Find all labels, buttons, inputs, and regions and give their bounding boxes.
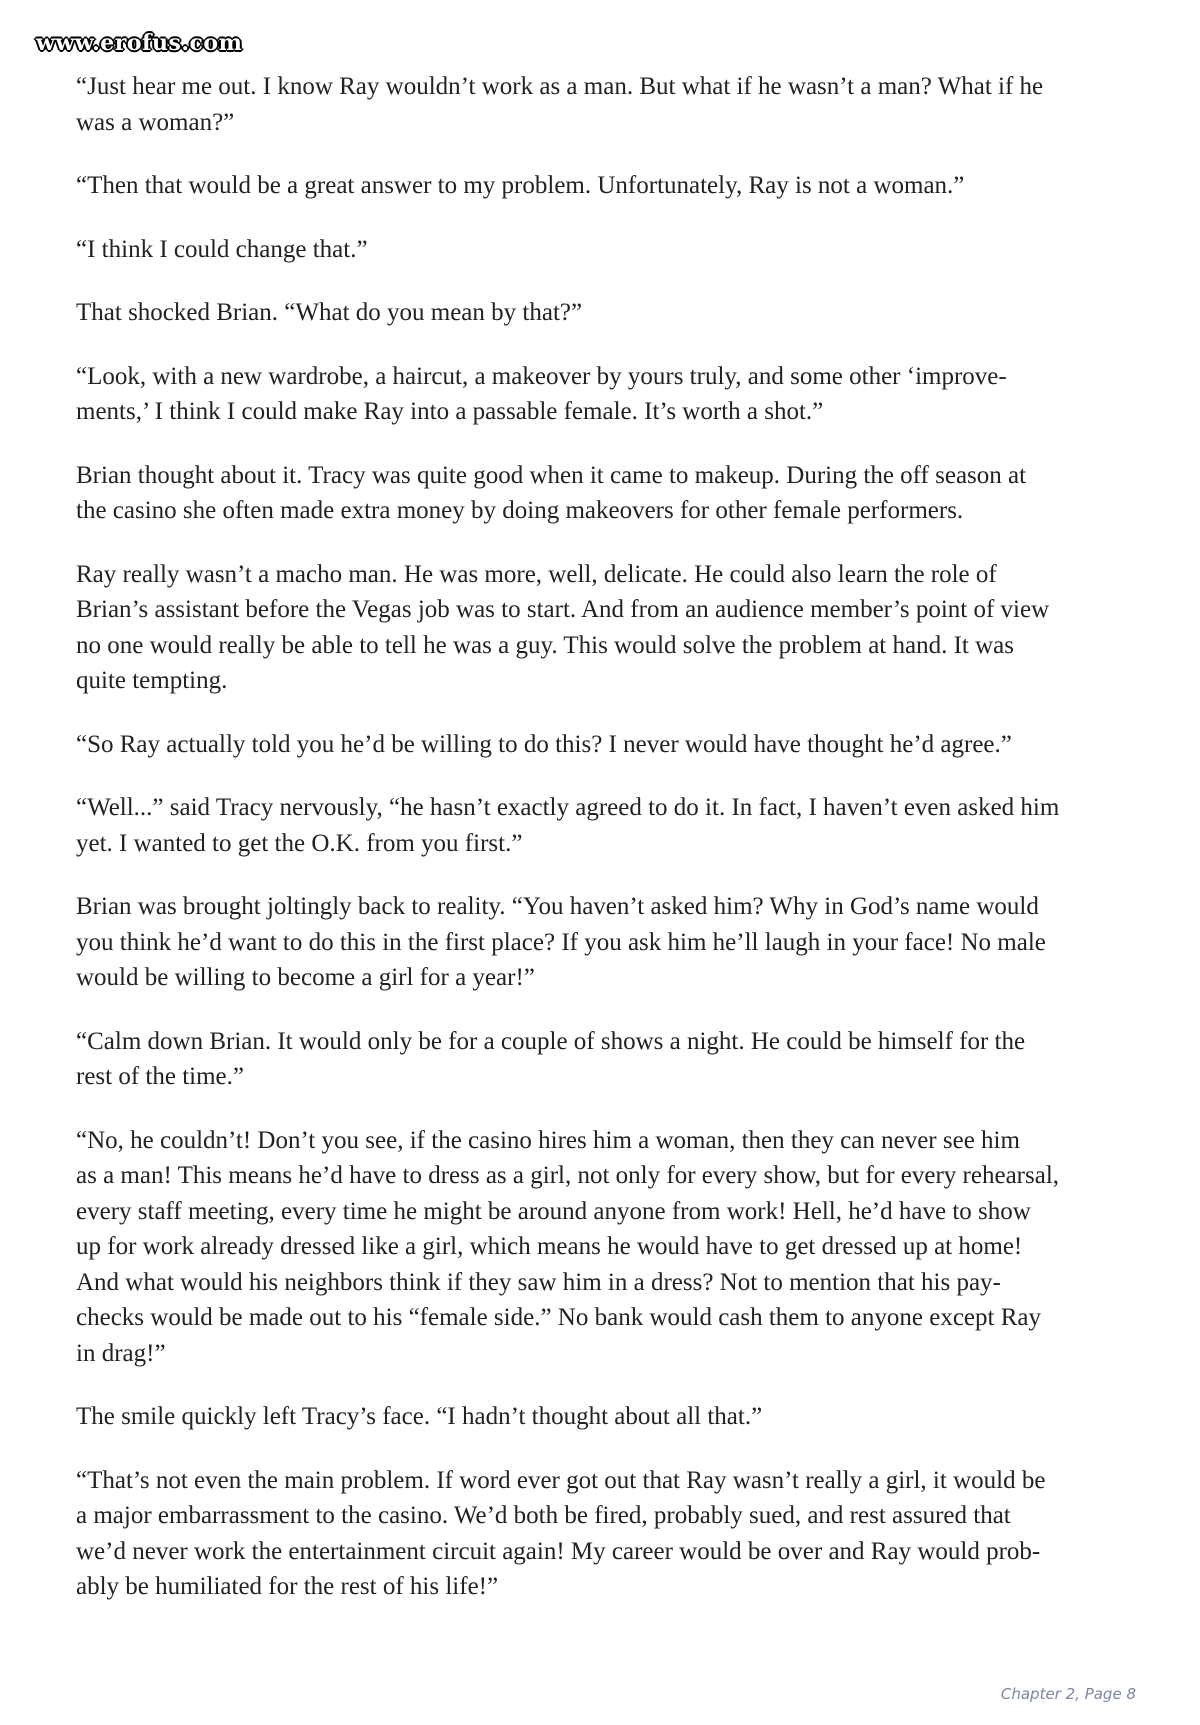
paragraph-8: “So Ray actually told you he’d be willing to do this? I never would have thought he’d agree.”	[76, 730, 1012, 758]
paragraph-1: “Just hear me out. I know Ray wouldn’t work as a man. But what if he wasn’t a man? What if he was a woman?”	[76, 73, 1044, 136]
page-footer: Chapter 2, Page 8	[1000, 1685, 1136, 1703]
site-watermark: www.erofus.com	[36, 30, 243, 56]
paragraph-2: “Then that would be a great answer to my problem. Unfortunately, Ray is not a woman.”	[76, 172, 965, 199]
paragraph-7: Ray really wasn’t a macho man. He was more, well, delicate. He could also learn the role of Brian’s assistant before the Vegas job was to start. And from an audience member’s point of view no one would really be able to tell he was a guy. This would solve the problem at hand. It was quite tempting.	[76, 560, 1050, 694]
paragraph-4: That shocked Brian. “What do you mean by that?”	[76, 299, 583, 326]
paragraph-6: Brian thought about it. Tracy was quite good when it came to makeup. During the off season at the casino she often made extra money by doing makeovers for other female performers.	[76, 461, 1027, 524]
paragraph-10: Brian was brought joltingly back to reality. “You haven’t asked him? Why in God’s name would you think he’d want to do this in the first place? If you ask him he’ll laugh in your face! No male would be willing to become a girl for a year!”	[76, 893, 1046, 991]
paragraph-14: “That’s not even the main problem. If word ever got out that Ray wasn’t really a girl, it would be a major embarrassment to the casino. We’d both be fired, probably sued, and rest assured that we’d never work the entertainment circuit again! My career would be over and Ray would prob- ably be humiliated for the rest of his life!”	[76, 1466, 1046, 1600]
paragraph-9: “Well...” said Tracy nervously, “he hasn’t exactly agreed to do it. In fact, I haven’t even asked him yet. I wanted to get the O.K. from you first.”	[76, 794, 1060, 857]
story-text	[76, 69, 1136, 1633]
paragraph-3: “I think I could change that.”	[76, 235, 368, 263]
paragraph-13: The smile quickly left Tracy’s face. “I hadn’t thought about all that.”	[76, 1403, 763, 1430]
paragraph-5: “Look, with a new wardrobe, a haircut, a makeover by yours truly, and some other ‘improve- ments,’ I think I could make Ray into a passable female. It’s worth a shot.”	[76, 362, 1007, 425]
paragraph-12: “No, he couldn’t! Don’t you see, if the casino hires him a woman, then they can never see him as a man! This means he’d have to dress as a girl, not only for every show, but for every rehearsal, every staff meeting, every time he might be around anyone from work! Hell, he’d have to show up for work already dressed like a girl, which means he would have to get dressed up at home! And what would his neighbors think if they saw him in a dress? Not to mention that his pay- checks would be made out to his “female side.” No bank would cash them to anyone except Ray in drag!”	[76, 1126, 1060, 1367]
paragraph-11: “Calm down Brian. It would only be for a couple of shows a night. He could be himself for the rest of the time.”	[76, 1027, 1026, 1090]
